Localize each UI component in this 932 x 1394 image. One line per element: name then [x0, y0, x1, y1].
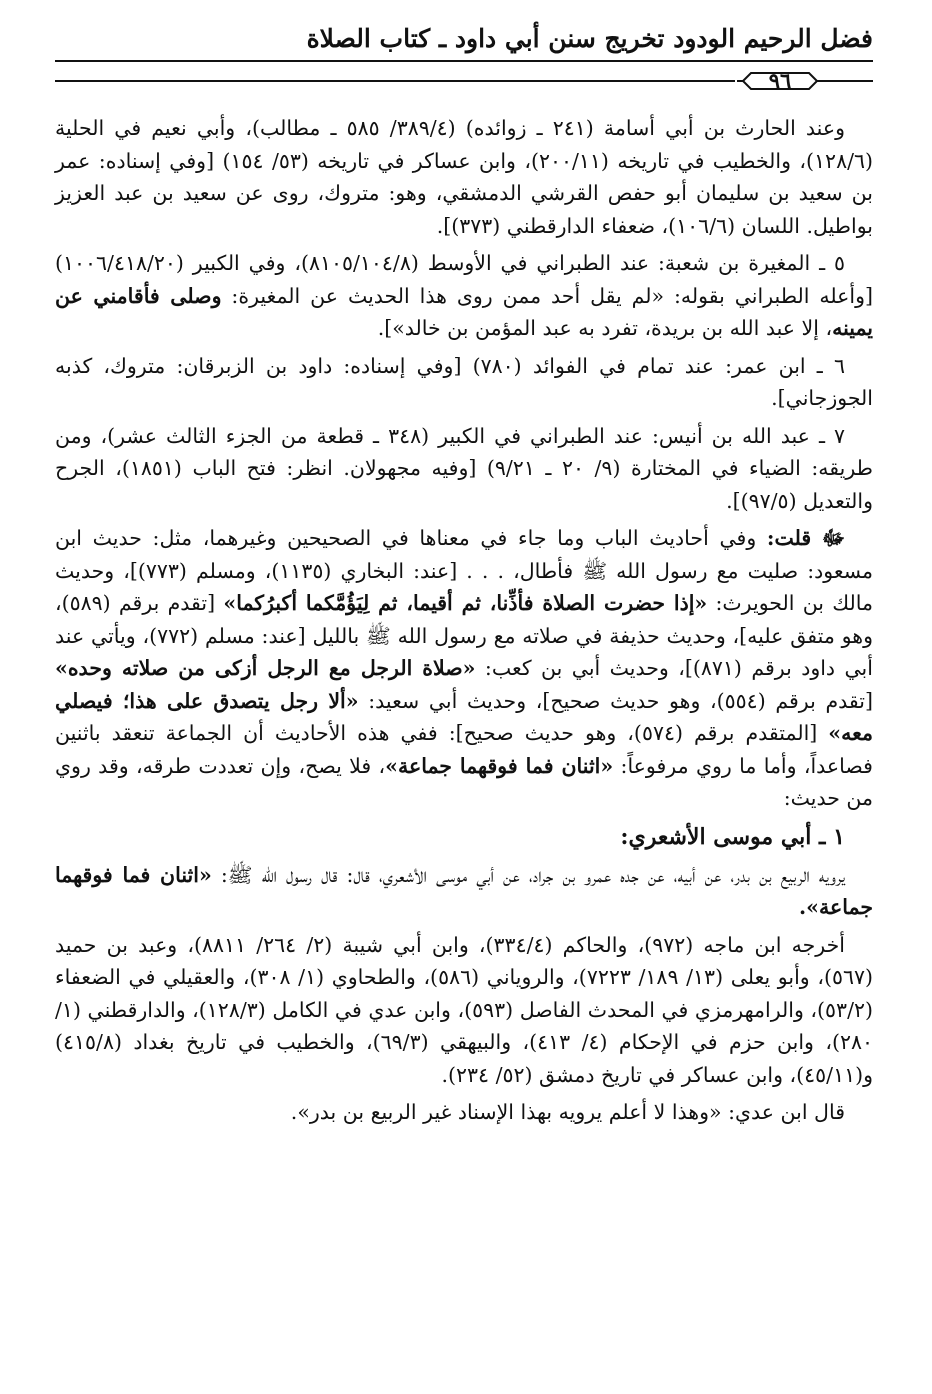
qultu-text-a: وفي أحاديث الباب وما جاء في معناها في الصحيحين وغيرهما، مثل: حديث ابن مسعود: صليت مع رسول الله ﷺ فأطال، . . . [عند: البخاري (١١٣٥)، ومسلم (٧٧٣)]، وحديث مالك بن الحويرث:: [55, 526, 874, 615]
ornament-icon: ﷻ: [821, 526, 845, 550]
qultu-text-e: [تقدم برقم (٥٥٤)، وهو حديث صحيح]، وحديث أبي سعيد:: [368, 688, 873, 713]
ubayy-hadith-quote: «صلاة الرجل مع الرجل أزكى من صلاته وحده»: [55, 656, 476, 680]
paragraph-takhrij: أخرجه ابن ماجه (٩٧٢)، والحاكم (٣٣٤/٤)، وابن أبي شيبة (٢/ ٢٦٤/ ٨٨١١)، وعبد بن حميد (٥٦٧)، وأبو يعلى (١٣/ ١٨٩/ ٧٢٢٣)، والروياني (٥٨٦)، والطحاوي (١/ ٣٠٨)، والعقيلي في الضعفاء (٥٣/٢)، والرامهرمزي في المحدث الفاصل (٥٩٣)، وابن عدي في الكامل (١٢٨/٣)، والدارقطني (١/ ٢٨٠)، وابن حزم في الإحكام (٤/ ٤١٣)، والبيهقي (٦٩/٣)، والخطيب في تاريخ بغداد (٤١٥/٨) و(٤٥/١١)، وابن عساكر في تاريخ دمشق (٥٢/ ٢٣٤).: [55, 932, 874, 1087]
qultu-text-i: ، فلا يصح، وإن تعددت طرقه، وقد روي من حديث:: [55, 753, 873, 810]
page-header: [55, 20, 873, 102]
mughira-quote: وصلى فأقامني عن يمينه: [55, 283, 873, 340]
page-number-rule: [55, 70, 873, 92]
paragraph-mughira: [55, 247, 873, 345]
running-title: فضل الرحيم الودود تخريج سنن أبي داود ـ كتاب الصلاة: [306, 24, 873, 53]
rabi-text: يرويه الربيع بن بدر، عن أبيه، عن جده عمرو بن جراد، عن أبي موسى الأشعري، قال: قال رسول الله ﷺ:: [220, 862, 845, 887]
abu-said-hadith-quote: «ألا رجل يتصدق على هذا؛ فيصلي معه»: [55, 688, 873, 745]
malik-hadith-quote: «إذا حضرت الصلاة فأذِّنا، ثم أقيما، ثم لِيَؤُمَّكما أكبرُكما»: [223, 591, 708, 615]
paragraph-ibn-umar: ٦ ـ ابن عمر: عند تمام في الفوائد (٧٨٠) [وفي إسناده: داود بن الزبرقان: متروك، كذبه الجوزجاني].: [55, 353, 873, 410]
qultu-text-c: [تقدم برقم (٥٨٩)، وهو متفق عليه]، وحديث حذيفة في صلاته مع رسول الله ﷺ بالليل [عند: مسلم (٧٧٢)، ويأتي عند أبي داود برقم (٨٧١)]، وحديث أبي بن كعب:: [55, 591, 873, 680]
qultu-label: قلت:: [766, 526, 812, 550]
qultu-text-g: [المتقدم برقم (٥٧٤)، وهو حديث صحيح]: ففي هذه الأحاديث أن الجماعة تنعقد باثنين فصاعداً، وأما ما روي مرفوعاً:: [55, 721, 873, 778]
ithnan-hadith-quote: «اثنان فما فوقهما جماعة»: [385, 753, 614, 778]
header-divider: [55, 60, 873, 62]
book-page: [55, 20, 874, 1124]
page-number: ٩٦: [768, 68, 792, 93]
section-heading-abu-musa: ١ ـ أبي موسى الأشعري:: [620, 823, 845, 850]
mughira-text-start: ٥ ـ المغيرة بن شعبة: عند الطبراني في الأوسط (٨١٠٥/١٠٤/٨)، وفي الكبير (١٠٠٦/٤١٨/٢٠) [وأعله الطبراني بقوله: «لم يقل أحد ممن روى هذا الحديث عن المغيرة:: [55, 251, 873, 308]
mughira-text-end: ، إلا عبد الله بن بريدة، تفرد به عبد المؤمن بن خالد»].: [377, 316, 833, 340]
rabi-hadith-quote: «اثنان فما فوقهما جماعة».: [55, 862, 873, 919]
page-body: [55, 112, 873, 1134]
paragraph-abdullah-bin-unais: ٧ ـ عبد الله بن أنيس: عند الطبراني في الكبير (٣٤٨ ـ قطعة من الجزء الثالث عشر)، ومن طريقه: الضياء في المختارة (٩/ ٢٠ ـ ٩/٢١) [وفيه مجهولان. انظر: فتح الباب (١٨٥١)، الجرح والتعديل (٩٧/٥)].: [55, 423, 873, 513]
paragraph-ibn-adi: قال ابن عدي: «وهذا لا أعلم يرويه بهذا الإسناد غير الربيع بن بدر».: [290, 1100, 845, 1124]
paragraph-qultu: [55, 522, 873, 815]
right-divider-line: [823, 80, 873, 82]
paragraph-harith: وعند الحارث بن أبي أسامة (٢٤١ ـ زوائده) (٣٨٩/٤/ ٥٨٥ ـ مطالب)، وأبي نعيم في الحلية (١٢٨/٦)، والخطيب في تاريخه (٢٠٠/١١)، وابن عساكر في تاريخه (٥٣/ ١٥٤) [وفي إسناده: عمر بن سعيد بن سليمان أبو حفص القرشي الدمشقي، وهو: متروك، روى عن سعيد بن عبد العزيز بواطيل. اللسان (١٠٦/٦)، ضعفاء الدارقطني (٣٧٣)].: [55, 116, 873, 238]
paragraph-rabi-bin-badr: [55, 859, 873, 924]
left-divider-line: [55, 80, 735, 82]
page-number-badge: [737, 70, 823, 92]
